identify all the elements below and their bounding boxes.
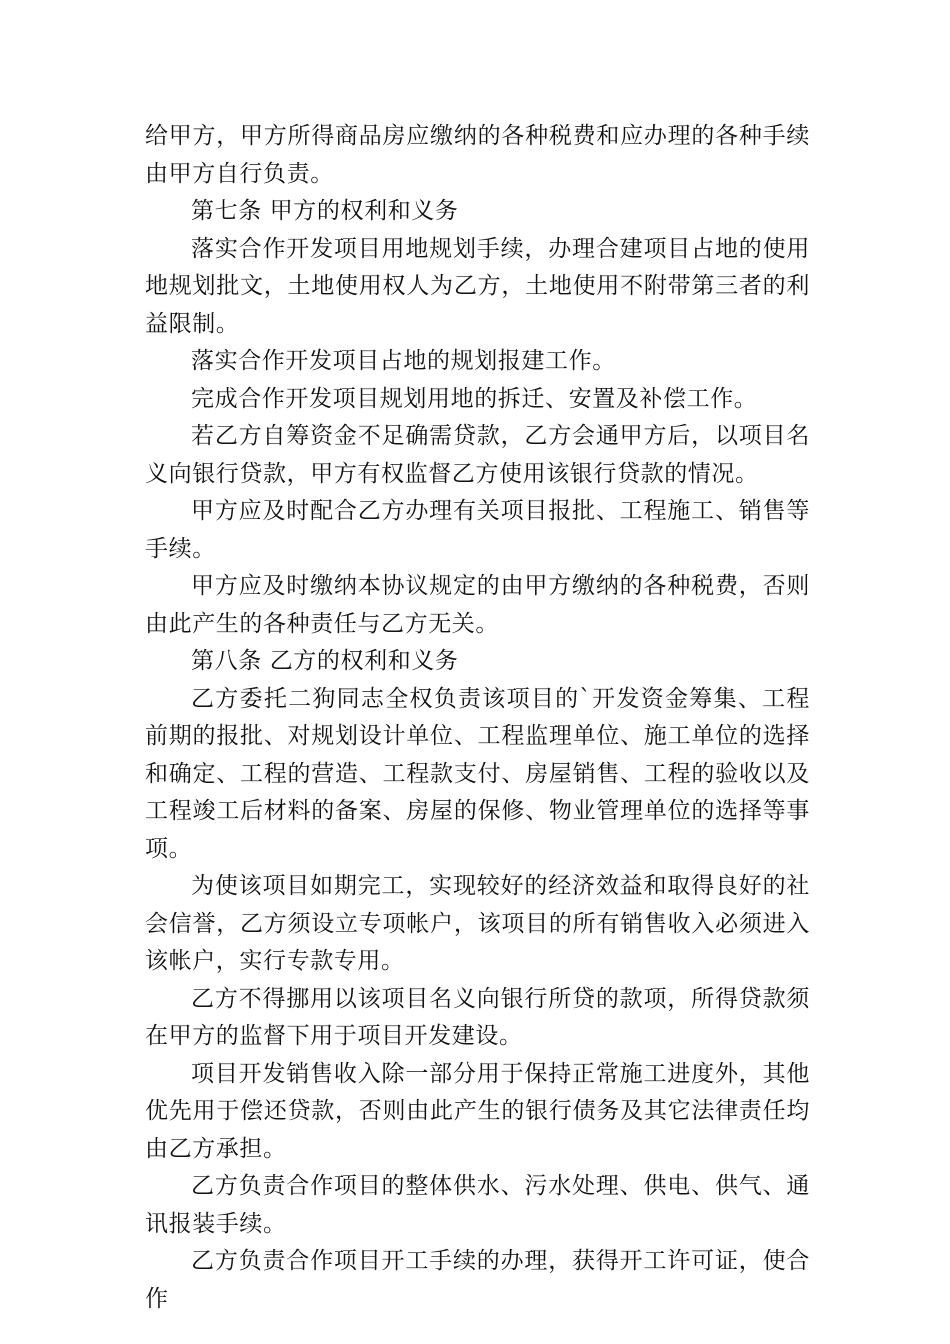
paragraph: 项目开发销售收入除一部分用于保持正常施工进度外，其他优先用于偿还贷款，否则由此产生的银行债务及其它法律责任均由乙方承担。	[145, 1060, 810, 1162]
paragraph: 乙方负责合作项目的整体供水、污水处理、供电、供气、通讯报装手续。	[145, 1173, 810, 1237]
paragraph: 完成合作开发项目规划用地的拆迁、安置及补偿工作。	[191, 385, 758, 412]
paragraph: 若乙方自筹资金不足确需贷款，乙方会通甲方后，以项目名义向银行贷款，甲方有权监督乙方使用该银行贷款的情况。	[145, 423, 810, 487]
document-body	[145, 118, 810, 1318]
paragraph: 落实合作开发项目占地的规划报建工作。	[191, 348, 616, 374]
paragraph: 乙方委托二狗同志全权负责该项目的`开发资金筹集、工程前期的报批、对规划设计单位、工程监理单位、施工单位的选择和确定、工程的营造、工程款支付、房屋销售、工程的验收以及工程竣工后材料的备案、房屋的保修、物业管理单位的选择等事项。	[145, 685, 810, 862]
paragraph: 甲方应及时缴纳本协议规定的由甲方缴纳的各种税费，否则由此产生的各种责任与乙方无关。	[145, 573, 810, 637]
paragraph-continuation: 给甲方，甲方所得商品房应缴纳的各种税费和应办理的各种手续由甲方自行负责。	[145, 123, 810, 187]
article-heading-8: 第八条 乙方的权利和义务	[191, 648, 459, 674]
paragraph: 落实合作开发项目用地规划手续，办理合建项目占地的使用地规划批文，土地使用权人为乙方，土地使用不附带第三者的利益限制。	[145, 235, 810, 337]
paragraph: 乙方不得挪用以该项目名义向银行所贷的款项，所得贷款须在甲方的监督下用于项目开发建设。	[145, 985, 810, 1049]
paragraph: 乙方负责合作项目开工手续的办理，获得开工许可证，使合作	[145, 1248, 810, 1312]
article-heading-7: 第七条 甲方的权利和义务	[191, 198, 459, 224]
paragraph: 甲方应及时配合乙方办理有关项目报批、工程施工、销售等手续。	[145, 498, 810, 562]
paragraph: 为使该项目如期完工，实现较好的经济效益和取得良好的社会信誉，乙方须设立专项帐户，该项目的所有销售收入必须进入该帐户，实行专款专用。	[145, 873, 810, 974]
